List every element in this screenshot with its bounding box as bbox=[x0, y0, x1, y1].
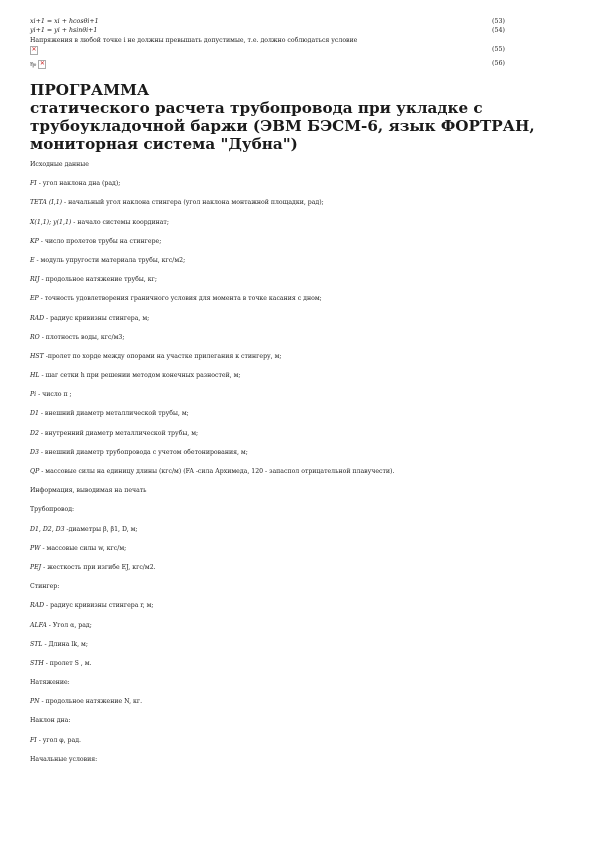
paragraph-text: - радиус кривизны стингера r, м; bbox=[44, 602, 154, 610]
variable-code: ALFA bbox=[30, 621, 47, 629]
paragraph bbox=[30, 506, 500, 525]
paragraph-text: Стингер: bbox=[30, 583, 60, 591]
paragraph-text: Исходные данные bbox=[30, 161, 89, 168]
paragraph bbox=[30, 180, 500, 199]
variable-code: E bbox=[30, 256, 35, 264]
variable-code: D1 bbox=[30, 410, 39, 418]
image-equation-56 bbox=[30, 60, 505, 74]
paragraph bbox=[30, 238, 500, 257]
paragraph bbox=[30, 545, 500, 564]
paragraph-text: - внешний диаметр металлической трубы, м; bbox=[38, 410, 189, 418]
equation-number: (56) bbox=[492, 60, 505, 67]
variable-code: EP bbox=[30, 295, 39, 303]
equation-number: (53) bbox=[492, 18, 505, 25]
paragraph-text: - радиус кривизны стингера, м; bbox=[44, 314, 150, 322]
paragraph bbox=[30, 410, 500, 429]
formula-text: yi+1 = yi + hsinθi+1 bbox=[30, 27, 98, 34]
paragraph-text: Наклон дна: bbox=[30, 717, 71, 725]
variable-code: TETA (I,1) bbox=[30, 199, 63, 207]
variable-code: X(1,1); y(1,1) bbox=[30, 218, 72, 226]
paragraph bbox=[30, 391, 500, 410]
variable-code: STL bbox=[30, 640, 43, 648]
paragraph-text: - плотность воды, кгс/м3; bbox=[39, 333, 125, 341]
paragraph bbox=[30, 295, 500, 314]
paragraph-text: Натяжение: bbox=[30, 679, 70, 687]
document-page bbox=[30, 18, 535, 775]
variable-code: FI bbox=[30, 736, 37, 744]
paragraph bbox=[30, 219, 500, 238]
paragraph-text: - продольное натяжение трубы, кг; bbox=[39, 276, 157, 284]
variable-code: FI bbox=[30, 180, 37, 188]
paragraph-text: - внутренний диаметр металлической трубы, м; bbox=[38, 429, 199, 437]
variable-code: QP bbox=[30, 468, 40, 475]
equation-number: (55) bbox=[492, 46, 505, 53]
variable-code: Pi bbox=[30, 391, 37, 399]
paragraph bbox=[30, 487, 500, 506]
parameter-list bbox=[30, 161, 500, 775]
paragraph bbox=[30, 622, 500, 641]
paragraph bbox=[30, 199, 500, 218]
paragraph bbox=[30, 679, 500, 698]
paragraph bbox=[30, 660, 500, 679]
variable-code: RAD bbox=[30, 602, 45, 610]
paragraph bbox=[30, 602, 500, 621]
variable-code: HST bbox=[30, 352, 44, 360]
paragraph-text: - массовые силы w, кгс/м; bbox=[40, 544, 127, 552]
paragraph bbox=[30, 526, 500, 545]
paragraph bbox=[30, 564, 500, 583]
variable-code: PW bbox=[30, 544, 41, 552]
paragraph-text: - Угол α, рад; bbox=[46, 621, 92, 629]
variable-code: STH bbox=[30, 659, 44, 667]
variable-code: RAD bbox=[30, 314, 45, 322]
broken-image-icon bbox=[30, 46, 38, 55]
paragraph bbox=[30, 468, 500, 487]
formula-54 bbox=[30, 27, 505, 36]
paragraph bbox=[30, 756, 500, 775]
paragraph bbox=[30, 698, 500, 717]
paragraph-text: - угол наклона дна (рад); bbox=[36, 180, 121, 188]
paragraph bbox=[30, 257, 500, 276]
paragraph-text: - угол φ, рад. bbox=[36, 736, 81, 744]
paragraph-text: - точность удовлетворения граничного условия для момента в точке касания с дном; bbox=[38, 295, 322, 303]
paragraph-text: - Длина lk, м; bbox=[42, 640, 88, 648]
heading-line: статического расчета трубопровода при укладке с bbox=[30, 99, 483, 117]
paragraph bbox=[30, 372, 500, 391]
paragraph-text: - число пролетов трубы на стингере; bbox=[38, 237, 162, 245]
paragraph-text: - шаг сетки h при решении методом конечных разностей, м; bbox=[39, 372, 241, 380]
paragraph bbox=[30, 641, 500, 660]
paragraph bbox=[30, 161, 500, 180]
paragraph-text: - модуль упругости материала трубы, кгс/м2; bbox=[34, 256, 186, 264]
paragraph-text: Начальные условия: bbox=[30, 755, 98, 763]
formula-53 bbox=[30, 18, 505, 27]
paragraph-text: - число π ; bbox=[36, 391, 72, 399]
paragraph-text: Трубопровод: bbox=[30, 506, 75, 514]
paragraph bbox=[30, 449, 500, 468]
paragraph-text: -диаметры β, β1, D, м; bbox=[64, 525, 138, 533]
equation-number: (54) bbox=[492, 27, 505, 34]
paragraph bbox=[30, 583, 500, 602]
formula-text: xi+1 = xi + hcosθi+1 bbox=[30, 18, 99, 25]
variable-code: RO bbox=[30, 333, 40, 341]
paragraph bbox=[30, 334, 500, 353]
paragraph-text: - продольное натяжение N, кг. bbox=[39, 698, 143, 706]
paragraph-text: - пролет S , м. bbox=[43, 659, 92, 667]
variable-code: D3 bbox=[30, 448, 39, 456]
paragraph bbox=[30, 315, 500, 334]
variable-code: RIJ bbox=[30, 276, 40, 284]
paragraph-text: - внешний диаметр трубопровода с учетом обетонирования, м; bbox=[38, 448, 248, 456]
paragraph-text: Информация, выводимая на печать bbox=[30, 487, 147, 495]
heading-line: трубоукладочной баржи (ЭВМ БЭСМ-6, язык ФОРТРАН, bbox=[30, 117, 535, 135]
paragraph-text: - начало системы координат; bbox=[71, 218, 169, 226]
equation-prefix: η₀ bbox=[30, 61, 37, 68]
heading-line: ПРОГРАММА bbox=[30, 81, 150, 99]
section-heading bbox=[30, 81, 535, 153]
paragraph bbox=[30, 717, 500, 736]
variable-code: KP bbox=[30, 237, 39, 245]
paragraph bbox=[30, 430, 500, 449]
variable-code: HL bbox=[30, 372, 40, 380]
paragraph-text: - начальный угол наклона стингера (угол наклона монтажной площадки, рад); bbox=[62, 199, 324, 207]
paragraph bbox=[30, 737, 500, 756]
variable-code: D2 bbox=[30, 429, 39, 437]
paragraph-text: - жесткость при изгибе EJ, кгс/м2. bbox=[41, 563, 156, 571]
variable-code: PN bbox=[30, 698, 40, 706]
paragraph bbox=[30, 353, 500, 372]
variable-code: PEJ bbox=[30, 563, 42, 571]
paragraph-text: -пролет по хорде между опорами на участке прилегания к стингеру, м; bbox=[43, 352, 282, 360]
paragraph bbox=[30, 276, 500, 295]
heading-line: мониторная система "Дубна") bbox=[30, 135, 298, 153]
condition-note: Напряжения в любой точке i не должны превышать допустимые, т.е. должно соблюдаться условие bbox=[30, 37, 358, 44]
image-equation-55 bbox=[30, 46, 505, 60]
variable-code: D1, D2, D3 bbox=[30, 525, 65, 533]
broken-image-icon bbox=[38, 60, 46, 69]
paragraph-text: - массовые силы на единицу длины (кгс/м) (FA -сила Архимеда, 120 - запаспол отрицательной плавучести). bbox=[39, 468, 395, 475]
